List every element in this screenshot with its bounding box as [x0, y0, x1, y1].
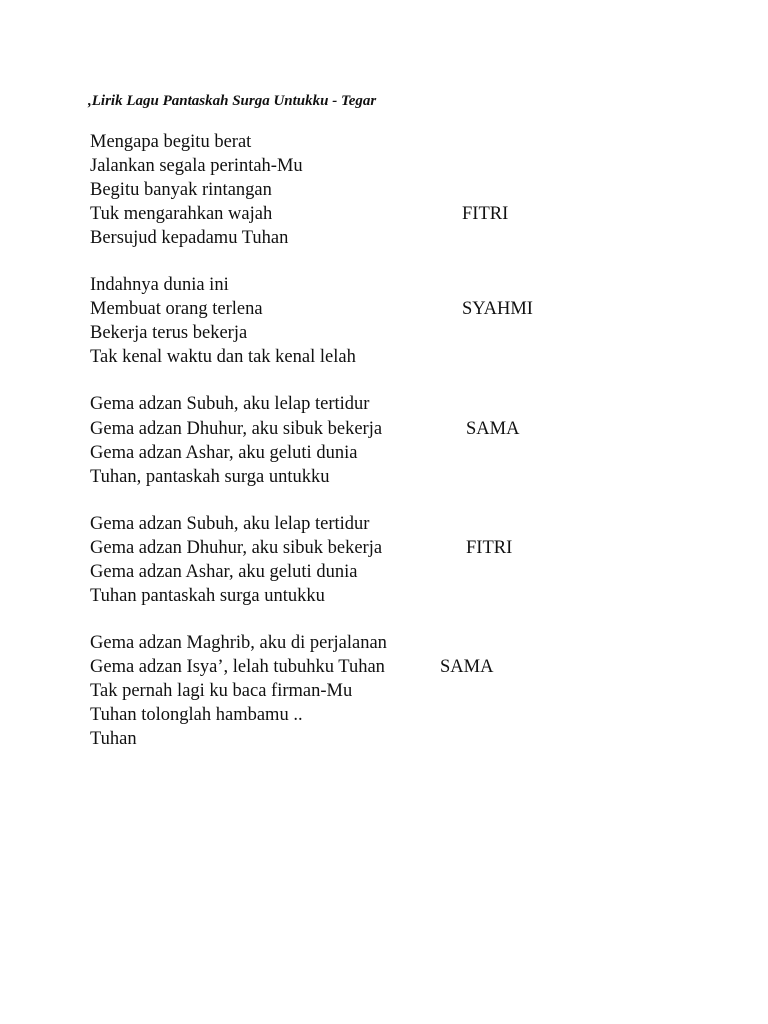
lyric-line: Gema adzan Maghrib, aku di perjalanan — [90, 633, 387, 653]
lyric-line: Gema adzan Subuh, aku lelap tertidur — [90, 394, 370, 414]
lyric-line: Gema adzan Dhuhur, aku sibuk bekerja — [90, 419, 383, 439]
singer-label: SAMA — [440, 657, 494, 677]
singer-label: SYAHMI — [462, 299, 533, 319]
singer-label: FITRI — [462, 204, 509, 224]
lyric-line: Tuhan, pantaskah surga untukku — [90, 467, 330, 487]
lyric-line: Gema adzan Ashar, aku geluti dunia — [90, 443, 358, 463]
lyric-line: Jalankan segala perintah-Mu — [90, 156, 303, 176]
lyric-line: Membuat orang terlena — [90, 299, 263, 319]
lyric-line: Indahnya dunia ini — [90, 275, 229, 295]
lyric-line: Tak pernah lagi ku baca firman-Mu — [90, 681, 353, 701]
lyric-line: Mengapa begitu berat — [90, 132, 252, 152]
lyric-line: Gema adzan Ashar, aku geluti dunia — [90, 562, 358, 582]
lyric-line: Gema adzan Dhuhur, aku sibuk bekerja — [90, 538, 383, 558]
song-title: ,Lirik Lagu Pantaskah Surga Untukku - Tegar — [88, 93, 377, 109]
lyric-line: Bersujud kepadamu Tuhan — [90, 228, 289, 248]
lyric-line: Tuhan tolonglah hambamu .. — [90, 705, 303, 725]
lyric-line: Begitu banyak rintangan — [90, 180, 272, 200]
lyric-line: Bekerja terus bekerja — [90, 323, 248, 343]
singer-label: SAMA — [466, 419, 520, 439]
lyric-line: Tak kenal waktu dan tak kenal lelah — [90, 347, 356, 367]
lyric-line: Tuk mengarahkan wajah — [90, 204, 273, 224]
lyric-line: Gema adzan Subuh, aku lelap tertidur — [90, 514, 370, 534]
lyric-line: Tuhan pantaskah surga untukku — [90, 586, 325, 606]
lyric-line: Gema adzan Isya’, lelah tubuhku Tuhan — [90, 657, 385, 677]
singer-label: FITRI — [466, 538, 513, 558]
lyric-line: Tuhan — [90, 729, 137, 749]
